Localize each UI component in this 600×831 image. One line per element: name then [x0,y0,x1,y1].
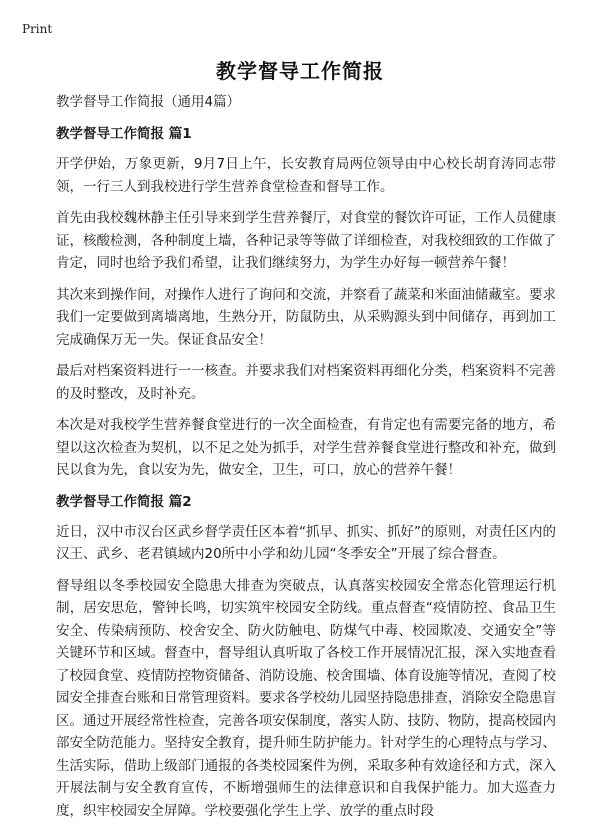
article-section-1 [56,123,556,482]
page-title: 教学督导工作简报 [216,59,384,83]
paragraph: 本次是对我校学生营养餐食堂进行的一次全面检查，有肯定也有需要完备的地方，希望以这次检查为契机，以不足之处为抓手，对学生营养餐食堂进行整改和补充，做到民以食为先，食以安为先，做安全，卫生，可口，放心的营养午餐！ [56,417,556,478]
paragraph: 最后对档案资料进行一一核查。并要求我们对档案资料再细化分类，档案资料不完善的及时整改，及时补充。 [56,363,556,402]
document-body [56,91,556,831]
paragraph: 近日，汉中市汉台区武乡督学责任区本着“抓早、抓实、抓好”的原则，对责任区内的汉王、武乡、老君镇域内20所中小学和幼儿园“冬季安全”开展了综合督查。 [56,523,556,562]
paragraph: 首先由我校魏林静主任引导来到学生营养餐厅，对食堂的餐饮许可证，工作人员健康证，核酸检测，各种制度上墙，各种记录等等做了详细检查，对我校细致的工作做了肯定，同时也给予我们希望，让我们继续努力，为学生办好每一顿营养午餐！ [56,210,556,271]
section-heading: 教学督导工作简报 篇2 [56,493,192,510]
print-link[interactable]: Print [22,22,53,36]
paragraph: 其次来到操作间，对操作人进行了询问和交流，并察看了蔬菜和米面油储藏室。要求我们一定要做到离墙离地，生熟分开，防鼠防虫，从采购源头到中间储存，再到加工完成确保万无一失。保证食品安全！ [56,286,556,348]
paragraph: 督导组以冬季校园安全隐患大排查为突破点，认真落实校园安全常态化管理运行机制，居安思危，警钟长鸣，切实筑牢校园安全防线。重点督查“疫情防控、食品卫生安全、传染病预防、校舍安全、防火防触电、防煤气中毒、校园欺凌、交通安全”等关键环节和区域。督查中，督导组认真听取了各校工作开展情况汇报，深入实地查看了校园食堂、疫情防控物资储备、消防设施、校舍围墙、体育设施等情况，查阅了校园安全排查台账和日常管理资料。要求各学校幼儿园坚持隐患排查，消除安全隐患盲区。通过开展经常性检查，完善各项安保制度，落实人防、技防、物防，提高校园内部安全防范能力。坚持安全教育，提升师生防护能力。针对学生的心理特点与学习、生活实际，借助上级部门通报的各类校园案件为例，采取多种有效途径和方式，深入开展法制与安全教育宣传，不断增强师生的法律意识和自我保护能力。加大巡查力度，织牢校园安全屏障。学校要强化学生上学、放学的重点时段 [56,577,556,819]
section-heading: 教学督导工作简报 篇1 [56,126,192,142]
paragraph: 开学伊始，万象更新，9月7日上午，长安教育局两位领导由中心校长胡育涛同志带领，一行三人到我校进行学生营养食堂检查和督导工作。 [56,156,556,195]
article-section-2 [56,491,556,823]
document-subtitle: 教学督导工作简报（通用4篇） [56,94,241,110]
